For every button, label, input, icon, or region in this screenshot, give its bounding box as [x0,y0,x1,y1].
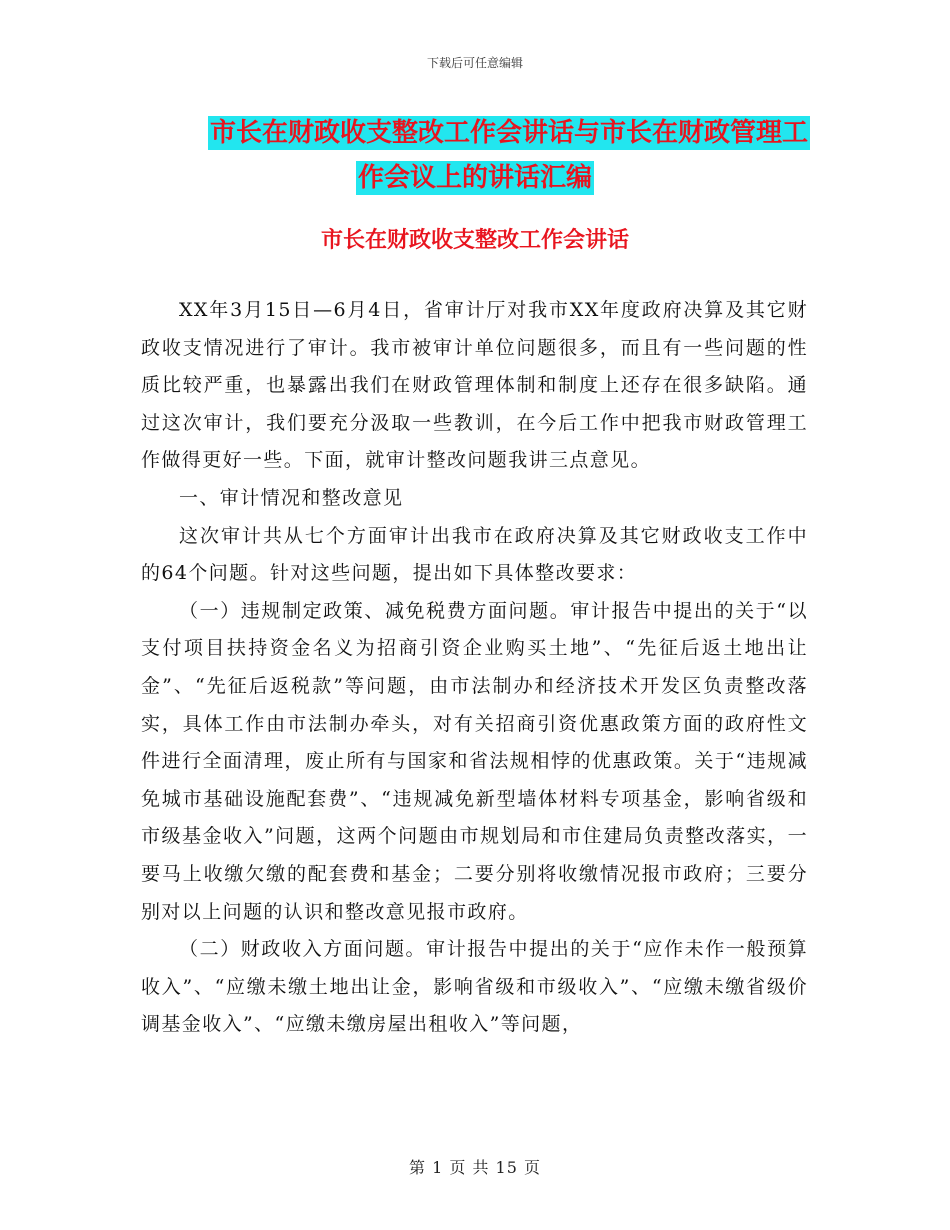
paragraph: 一、审计情况和整改意见 [179,486,404,509]
page-number: 第 1 页 共 15 页 [409,1158,541,1177]
page-header-note: 下载后可任意编辑 [426,56,523,70]
paragraph: XX年3月15日—6月4日，省审计厅对我市XX年度政府决算及其它财政收支情况进行了审计。我市被审计单位问题很多，而且有一些问题的性质比较严重，也暴露出我们在财政管理体制和制度上还存在很多缺陷。通过这次审计，我们要充分汲取一些教训，在今后工作中把我市财政管理工作做得更好一些。下面，就审计整改问题我讲三点意见。 [141,299,808,472]
title-highlight-2: 作会议上的讲话汇编 [357,163,592,193]
section-title: 市长在财政收支整改工作会讲话 [320,228,629,253]
title-highlight-1: 市长在财政收支整改工作会讲话与市长在财政管理工 [209,118,808,148]
paragraph: （二）财政收入方面问题。审计报告中提出的关于“应作未作一般预算收入”、“应缴未缴土地出让金，影响省级和市级收入”、“应缴未缴省级价调基金收入”、“应缴未缴房屋出租收入”等问题， [141,938,808,1036]
paragraph: （一）违规制定政策、减免税费方面问题。审计报告中提出的关于“以支付项目扶持资金名义为招商引资企业购买土地”、“先征后返土地出让金”、“先征后返税款”等问题，由市法制办和经济技术开发区负责整改落实，具体工作由市法制办牵头，对有关招商引资优惠政策方面的政府性文件进行全面清理，废止所有与国家和省法规相悖的优惠政策。关于“违规减免城市基础设施配套费”、“违规减免新型墙体材料专项基金，影响省级和市级基金收入”问题，这两个问题由市规划局和市住建局负责整改落实，一要马上收缴欠缴的配套费和基金；二要分别将收缴情况报市政府；三要分别对以上问题的认识和整改意见报市政府。 [141,599,808,923]
document-title-line-2 [140,157,810,194]
paragraph: 这次审计共从七个方面审计出我市在政府决算及其它财政收支工作中的64个问题。针对这些问题，提出如下具体整改要求： [141,524,808,585]
document-title-line-1 [140,112,810,149]
document-body [141,292,808,1044]
